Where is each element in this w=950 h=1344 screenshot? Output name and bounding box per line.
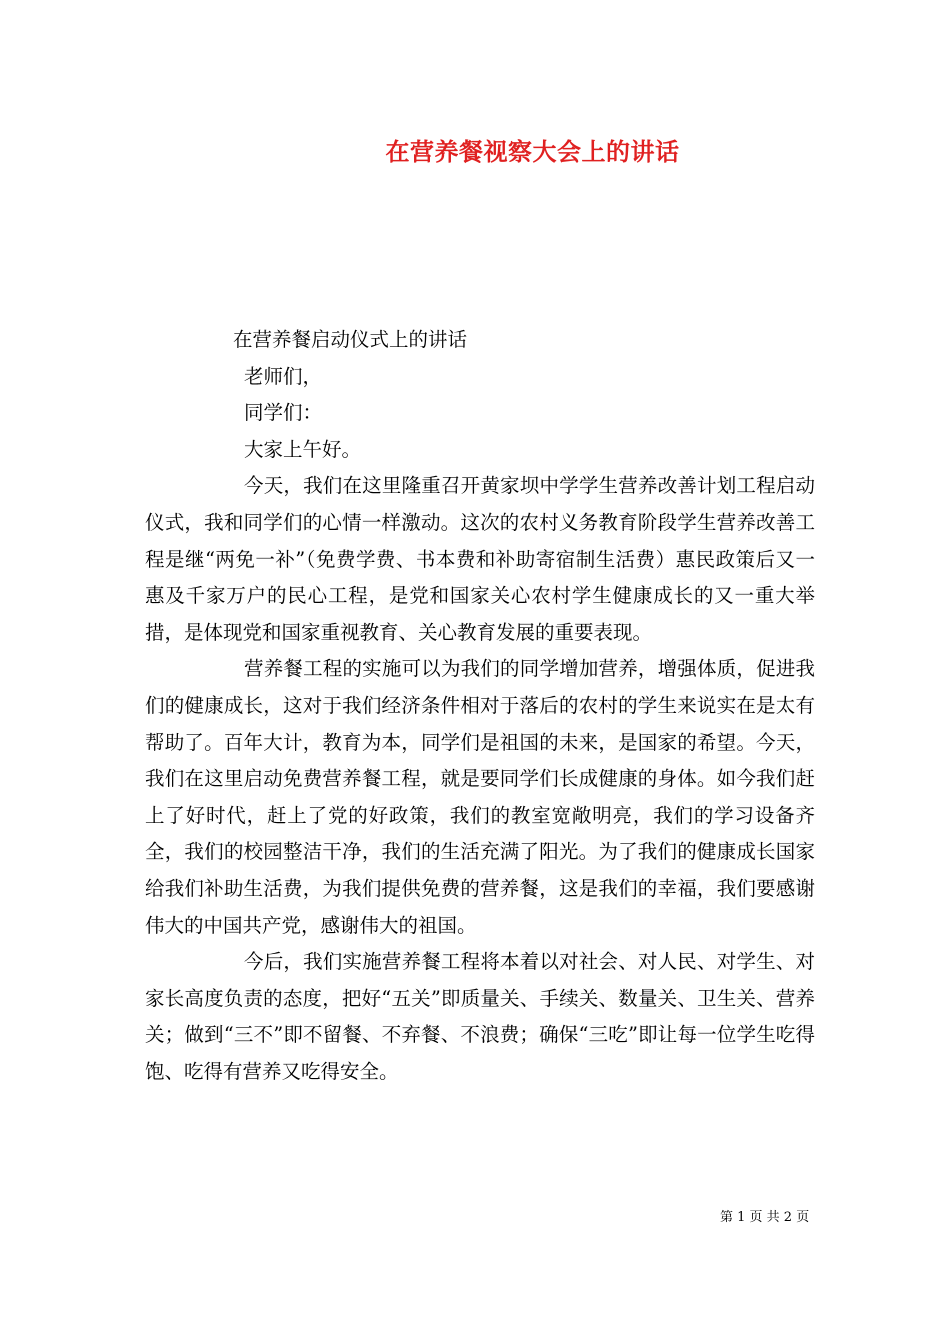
document-body (145, 322, 815, 1090)
paragraph-2: 营养餐工程的实施可以为我们的同学增加营养，增强体质，促进我们的健康成长，这对于我们经济条件相对于落后的农村的学生来说实在是太有帮助了。百年大计，教育为本，同学们是祖国的未来，是国家的希望。今天，我们在这里启动免费营养餐工程，就是要同学们长成健康的身体。如今我们赶上了好时代，赶上了党的好政策，我们的教室宽敞明亮，我们的学习设备齐全，我们的校园整洁干净，我们的生活充满了阳光。为了我们的健康成长国家给我们补助生活费，为我们提供免费的营养餐，这是我们的幸福，我们要感谢伟大的中国共产党，感谢伟大的祖国。 (145, 657, 815, 937)
salutation-teachers: 老师们， (244, 364, 323, 388)
paragraph-3: 今后，我们实施营养餐工程将本着以对社会、对人民、对学生、对家长高度负责的态度，把好“五关”即质量关、手续关、数量关、卫生关、营养关；做到“三不”即不留餐、不弃餐、不浪费；确保“三吃”即让每一位学生吃得饱、吃得有营养又吃得安全。 (145, 950, 815, 1083)
salutation-students: 同学们： (244, 401, 323, 425)
page-number-footer: 第 1 页 共 2 页 (720, 1210, 810, 1225)
document-title: 在营养餐视察大会上的讲话 (385, 137, 680, 166)
greeting: 大家上午好。 (244, 437, 362, 461)
speech-heading: 在营养餐启动仪式上的讲话 (233, 328, 468, 351)
paragraph-1: 今天，我们在这里隆重召开黄家坝中学学生营养改善计划工程启动仪式，我和同学们的心情一样激动。这次的农村义务教育阶段学生营养改善工程是继“两免一补”（免费学费、书本费和补助寄宿制生活费）惠民政策后又一惠及千家万户的民心工程，是党和国家关心农村学生健康成长的又一重大举措，是体现党和国家重视教育、关心教育发展的重要表现。 (145, 474, 815, 644)
